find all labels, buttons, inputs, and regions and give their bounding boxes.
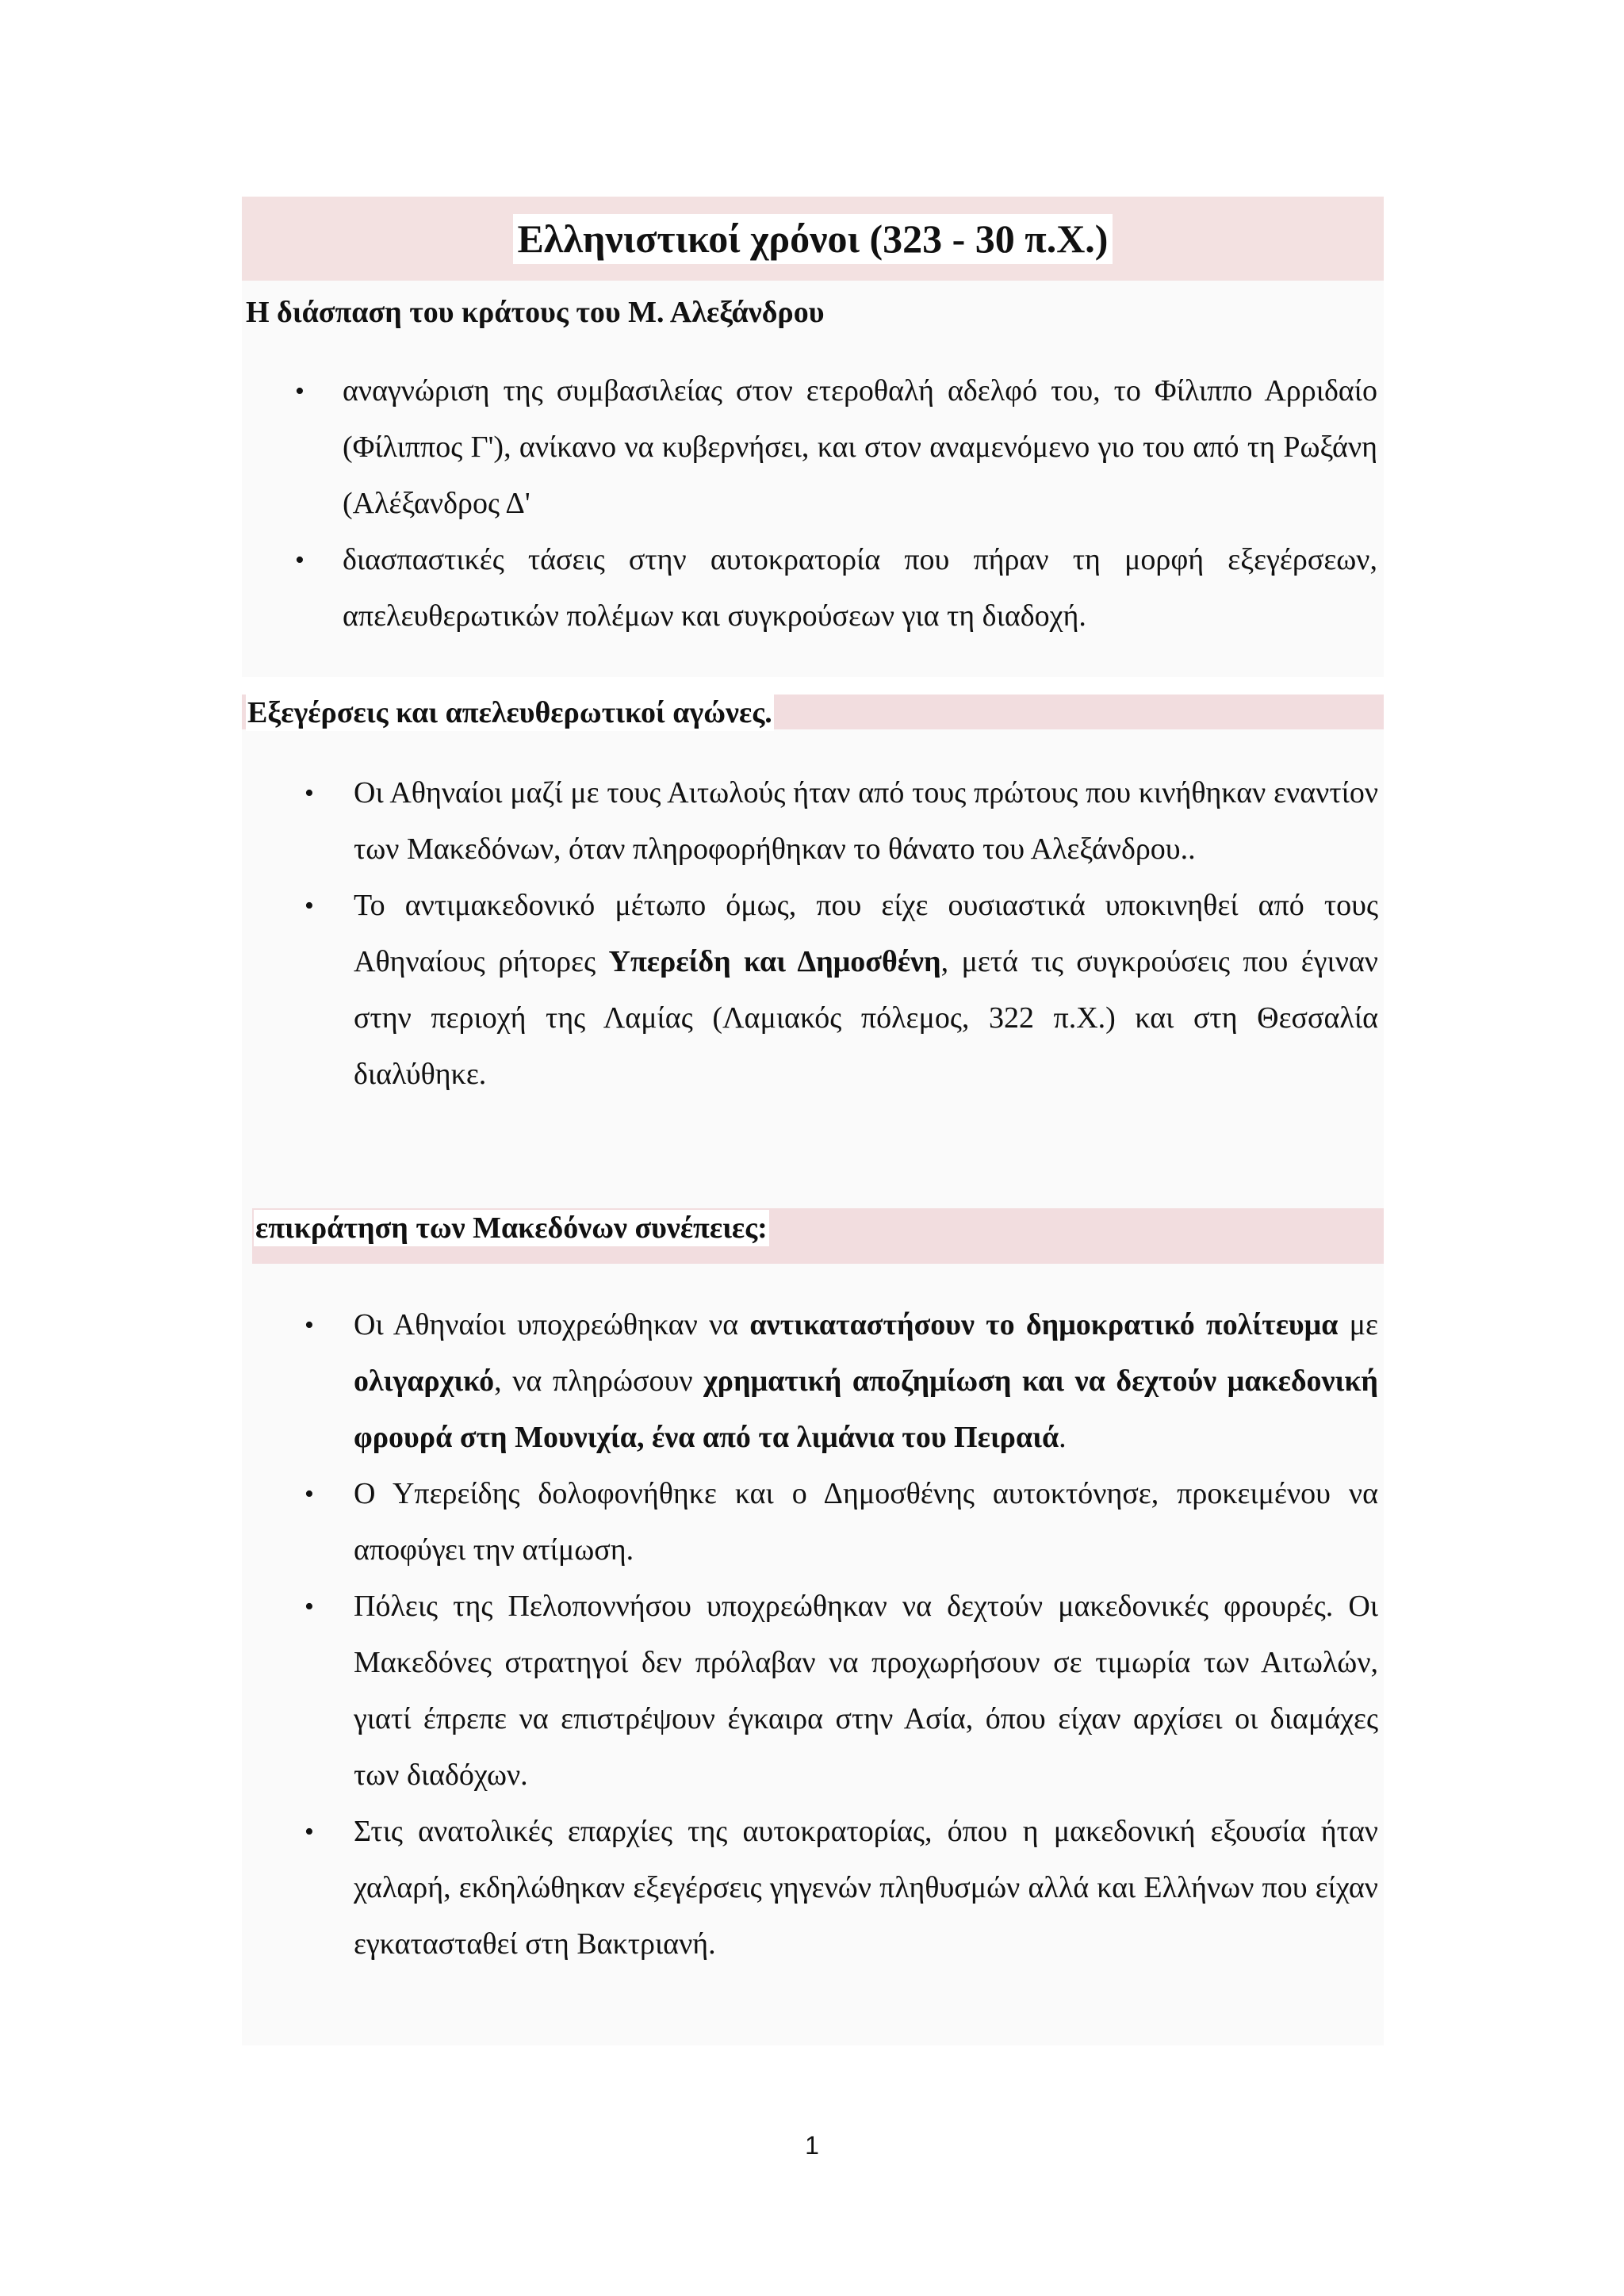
list-item: • Το αντιμακεδονικό μέτωπο όμως, που είχε ουσιαστικά υποκινηθεί από τους Αθηναίους ρήτορες Υπερείδη και Δημοσθένη, μετά τις συγκρούσεις που έγιναν στην περιοχή της Λαμίας (Λαμιακός πόλεμος, 322 π.Χ.) και στη Θεσσαλία διαλύθηκε. [354,878,1378,1103]
list-item: • αναγνώριση της συμβασιλείας στον ετεροθαλή αδελφό του, το Φίλιππο Αρριδαίο (Φίλιππος Γ'), ανίκανο να κυβερνήσει, και στον αναμενόμενο γιο του από τη Ρωξάνη (Αλέξανδρος Δ' [343,363,1377,532]
list-item: • Ο Υπερείδης δολοφονήθηκε και ο Δημοσθένης αυτοκτόνησε, προκειμένου να αποφύγει την ατίμωση. [354,1466,1378,1578]
list-item: • Οι Αθηναίοι υποχρεώθηκαν να αντικαταστήσουν το δημοκρατικό πολίτευμα με ολιγαρχικό, να πληρώσουν χρηματική αποζημίωση και να δεχτούν μακεδονική φρουρά στη Μουνιχία, ένα από τα λιμάνια του Πειραιά. [354,1297,1378,1466]
list-item: • Οι Αθηναίοι μαζί με τους Αιτωλούς ήταν από τους πρώτους που κινήθηκαν εναντίον των Μακεδόνων, όταν πληροφορήθηκαν το θάνατο του Αλεξάνδρου.. [354,765,1378,878]
page-title-box [242,197,1384,281]
bullet-list [304,765,1378,1103]
bullet-icon: • [304,1311,314,1340]
bullet-list [295,363,1377,645]
bullet-icon: • [295,545,304,575]
bullet-icon: • [304,1479,314,1509]
list-item: • Πόλεις της Πελοποννήσου υποχρεώθηκαν να δεχτούν μακεδονικές φρουρές. Οι Μακεδόνες στρατηγοί δεν πρόλαβαν να προχωρήσουν σε τιμωρία των Αιτωλών, γιατί έπρεπε να επιστρέψουν έγκαιρα στην Ασία, όπου είχαν αρχίσει οι διαμάχες των διαδόχων. [354,1578,1378,1804]
section-heading: επικράτηση των Μακεδόνων συνέπειες: [255,1211,768,1245]
page-number: 1 [805,2131,819,2160]
section-heading: Η διάσπαση του κράτους του Μ. Αλεξάνδρου [246,296,825,329]
bullet-list [304,1297,1378,1973]
section-heading: Εξεγέρσεις και απελευθερωτικοί αγώνες. [247,696,772,729]
bullet-icon: • [304,1817,314,1846]
list-item: • διασπαστικές τάσεις στην αυτοκρατορία που πήραν τη μορφή εξεγέρσεων, απελευθερωτικών πολέμων και συγκρούσεων για τη διαδοχή. [343,532,1377,645]
bullet-icon: • [295,377,304,406]
page-title: Ελληνιστικοί χρόνοι (323 - 30 π.Χ.) [513,214,1113,264]
bullet-icon: • [304,1592,314,1621]
list-item: • Στις ανατολικές επαρχίες της αυτοκρατορίας, όπου η μακεδονική εξουσία ήταν χαλαρή, εκδηλώθηκαν εξεγέρσεις γηγενών πληθυσμών αλλά και Ελλήνων που είχαν εγκατασταθεί στη Βακτριανή. [354,1804,1378,1973]
bullet-icon: • [304,779,314,808]
bullet-icon: • [304,891,314,920]
